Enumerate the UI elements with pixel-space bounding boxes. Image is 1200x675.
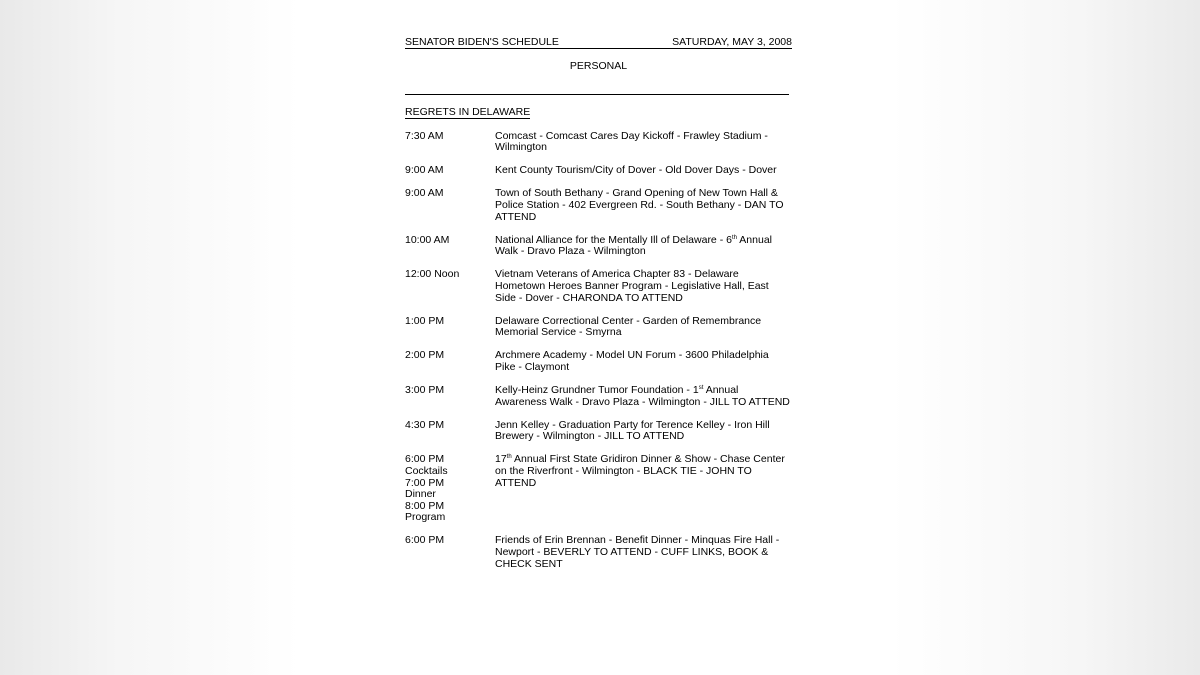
ordinal-suffix: th bbox=[506, 454, 512, 461]
event-time bbox=[405, 131, 495, 154]
event-description bbox=[495, 188, 792, 223]
event-row bbox=[405, 235, 792, 258]
event-time-line: 10:00 AM bbox=[405, 233, 450, 246]
event-time bbox=[405, 420, 495, 443]
event-time-line: 4:30 PM bbox=[405, 418, 445, 431]
event-text-continued: Annual First State Gridiron Dinner & Show - Chase Center on the Riverfront - Wilmington - BLACK TIE - JOHN TO ATTEND bbox=[495, 453, 785, 489]
event-description bbox=[495, 535, 792, 570]
event-time-line: 1:00 PM bbox=[405, 314, 445, 327]
event-text-continued: Annual Awareness Walk - Dravo Plaza - Wilmington - JILL TO ATTEND bbox=[495, 384, 790, 408]
event-row bbox=[405, 316, 792, 339]
event-time-line: 6:00 PM bbox=[405, 534, 445, 547]
event-description bbox=[495, 420, 792, 443]
event-text: Friends of Erin Brennan - Benefit Dinner - Minquas Fire Hall - Newport - BEVERLY TO ATTEND - CUFF LINKS, BOOK & CHECK SENT bbox=[495, 534, 780, 570]
section-heading: REGRETS IN DELAWARE bbox=[405, 105, 531, 118]
divider-line bbox=[405, 94, 789, 95]
event-time-line: Dinner bbox=[405, 488, 436, 501]
event-text: Town of South Bethany - Grand Opening of New Town Hall & Police Station - 402 Evergreen Rd. - South Bethany - DAN TO ATTEND bbox=[495, 187, 784, 223]
event-text: Kent County Tourism/City of Dover - Old Dover Days - Dover bbox=[495, 164, 777, 177]
event-text: National Alliance for the Mentally Ill of Delaware - 6 bbox=[495, 233, 732, 246]
event-time-line: 3:00 PM bbox=[405, 384, 445, 396]
event-text-continued: Annual Walk - Dravo Plaza - Wilmington bbox=[495, 233, 773, 258]
event-row bbox=[405, 350, 792, 373]
event-time bbox=[405, 235, 495, 258]
event-description bbox=[495, 269, 792, 304]
event-row bbox=[405, 131, 792, 154]
schedule-title: SENATOR BIDEN'S SCHEDULE bbox=[405, 36, 559, 48]
event-row bbox=[405, 535, 792, 570]
event-text: 17 bbox=[495, 453, 507, 466]
event-time bbox=[405, 535, 495, 570]
event-row bbox=[405, 420, 792, 443]
schedule-document bbox=[405, 36, 792, 582]
event-time-line: 8:00 PM bbox=[405, 499, 445, 512]
event-row bbox=[405, 454, 792, 524]
event-time bbox=[405, 165, 495, 177]
event-time-line: 7:00 PM bbox=[405, 476, 445, 489]
event-description bbox=[495, 165, 792, 177]
event-time bbox=[405, 269, 495, 304]
event-text: Jenn Kelley - Graduation Party for Terence Kelley - Iron Hill Brewery - Wilmington - JILL TO ATTEND bbox=[495, 418, 770, 443]
schedule-date: SATURDAY, MAY 3, 2008 bbox=[672, 36, 792, 48]
event-text: Kelly-Heinz Grundner Tumor Foundation - 1 bbox=[495, 384, 699, 396]
event-row bbox=[405, 385, 792, 408]
event-description bbox=[495, 131, 792, 154]
event-time-line: 2:00 PM bbox=[405, 349, 445, 362]
event-text: Vietnam Veterans of America Chapter 83 - Delaware Hometown Heroes Banner Program - Legislative Hall, East Side - Dover - CHARONDA TO ATTEND bbox=[495, 268, 769, 304]
event-time-line: 6:00 PM bbox=[405, 453, 445, 466]
event-description bbox=[495, 350, 792, 373]
event-time bbox=[405, 385, 495, 408]
event-time-line: Program bbox=[405, 511, 446, 524]
event-time bbox=[405, 316, 495, 339]
event-row bbox=[405, 188, 792, 223]
event-time-line: Cocktails bbox=[405, 464, 448, 477]
event-row bbox=[405, 165, 792, 177]
ordinal-suffix: st bbox=[698, 385, 704, 391]
event-list bbox=[405, 131, 792, 571]
ordinal-suffix: th bbox=[731, 234, 737, 241]
event-time-line: 7:30 AM bbox=[405, 129, 444, 142]
event-time bbox=[405, 454, 495, 524]
event-description bbox=[495, 316, 792, 339]
schedule-header bbox=[405, 36, 792, 49]
event-description bbox=[495, 235, 792, 258]
event-text: Delaware Correctional Center - Garden of Remembrance Memorial Service - Smyrna bbox=[495, 314, 762, 339]
event-time-line: 9:00 AM bbox=[405, 164, 444, 177]
event-time-line: 9:00 AM bbox=[405, 187, 444, 200]
event-time-line: 12:00 Noon bbox=[405, 268, 460, 281]
event-time bbox=[405, 350, 495, 373]
event-description bbox=[495, 454, 792, 524]
event-text: Comcast - Comcast Cares Day Kickoff - Frawley Stadium - Wilmington bbox=[495, 129, 768, 154]
event-time bbox=[405, 188, 495, 223]
event-text: Archmere Academy - Model UN Forum - 3600 Philadelphia Pike - Claymont bbox=[495, 349, 769, 373]
event-description bbox=[495, 385, 792, 408]
event-row bbox=[405, 269, 792, 304]
schedule-subtitle: PERSONAL bbox=[569, 60, 628, 72]
